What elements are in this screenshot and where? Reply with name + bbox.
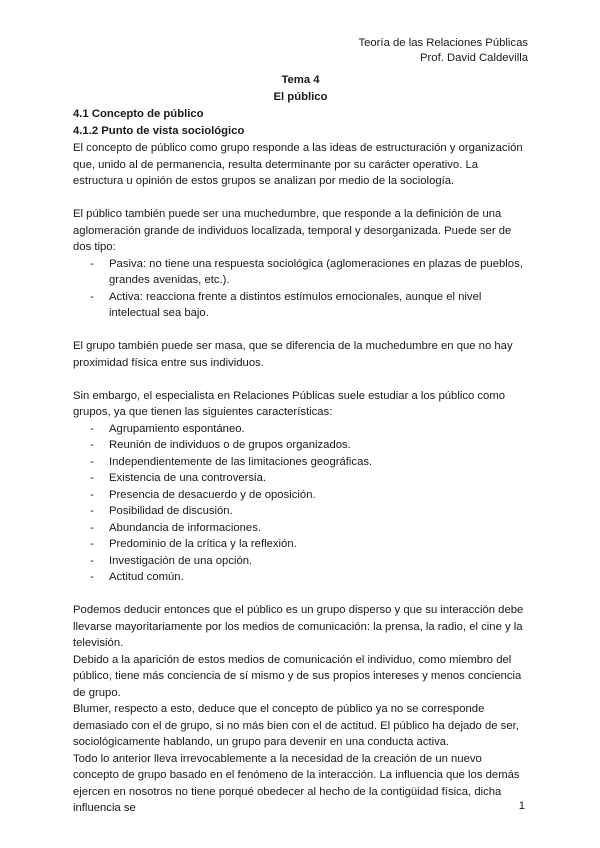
list-item: - Pasiva: no tiene una respuesta sociológica (aglomeraciones en plazas de pueblos, grandes avenidas, etc.).	[73, 256, 528, 289]
list-item: - Predominio de la crítica y la reflexión.	[73, 536, 528, 553]
features-list	[73, 421, 528, 586]
list-item: - Abundancia de informaciones.	[73, 520, 528, 537]
paragraph-7: Blumer, respecto a esto, deduce que el concepto de público ya no se corresponde demasiado con el de grupo, si no más bien con el de actitud. El público ha dejado de ser, sociológicamente hablando, un grupo para devenir en una conducta activa.	[73, 703, 519, 748]
header-professor: Prof. David Caldevilla	[420, 52, 528, 64]
types-list	[73, 256, 528, 322]
list-item: - Posibilidad de discusión.	[73, 503, 528, 520]
paragraph-8: Todo lo anterior lleva irrevocablemente a la necesidad de la creación de un nuevo concepto de grupo basado en el fenómeno de la interacción. La influencia que los demás ejercen en nosotros no tiene porqué obedecer al hecho de la contigüidad física, dicha influencia se	[73, 752, 520, 814]
list-item: - Agrupamiento espontáneo.	[73, 421, 528, 438]
header-course-title: Teoría de las Relaciones Públicas	[358, 37, 528, 49]
document-body	[73, 72, 528, 817]
paragraph-3: El grupo también puede ser masa, que se diferencia de la muchedumbre en que no hay proximidad física entre sus individuos.	[73, 340, 513, 369]
topic-title: El público	[273, 91, 328, 103]
paragraph-5: Podemos deducir entonces que el público es un grupo disperso y que su interacción debe llevarse mayoritariamente por los medios de comunicación: la prensa, la radio, el cine y la televisión.	[73, 604, 524, 649]
list-item: - Investigación de una opción.	[73, 553, 528, 570]
list-item: - Presencia de desacuerdo y de oposición.	[73, 487, 528, 504]
paragraph-2: El público también puede ser una muchedumbre, que responde a la definición de una aglomeración grande de individuos localizada, temporal y desorganizada. Puede ser de dos tipo:	[73, 208, 512, 253]
subsection-heading: 4.1.2 Punto de vista sociológico	[73, 125, 245, 137]
page-header	[358, 36, 528, 66]
paragraph-4: Sin embargo, el especialista en Relaciones Públicas suele estudiar a los público como grupos, ya que tienen las siguientes características:	[73, 389, 506, 418]
list-item: - Existencia de una controversia.	[73, 470, 528, 487]
paragraph-1: El concepto de público como grupo responde a las ideas de estructuración y organización que, unido al de permanencia, resulta determinante por su carácter operativo. La estructura u opinión de estos grupos se analizan por medio de la sociología.	[73, 142, 523, 187]
section-heading: 4.1 Concepto de público	[73, 108, 204, 120]
list-item: - Activa: reacciona frente a distintos estímulos emocionales, aunque el nivel intelectual sea bajo.	[73, 289, 528, 322]
page-number: 1	[518, 800, 525, 812]
list-item: - Actitud común.	[73, 569, 528, 586]
paragraph-6: Debido a la aparición de estos medios de comunicación el individuo, como miembro del público, tiene más conciencia de sí mismo y de sus propios intereses y menos conciencia de grupo.	[73, 653, 522, 699]
list-item: - Independientemente de las limitaciones geográficas.	[73, 454, 528, 471]
list-item: - Reunión de individuos o de grupos organizados.	[73, 437, 528, 454]
topic-number: Tema 4	[281, 74, 320, 86]
